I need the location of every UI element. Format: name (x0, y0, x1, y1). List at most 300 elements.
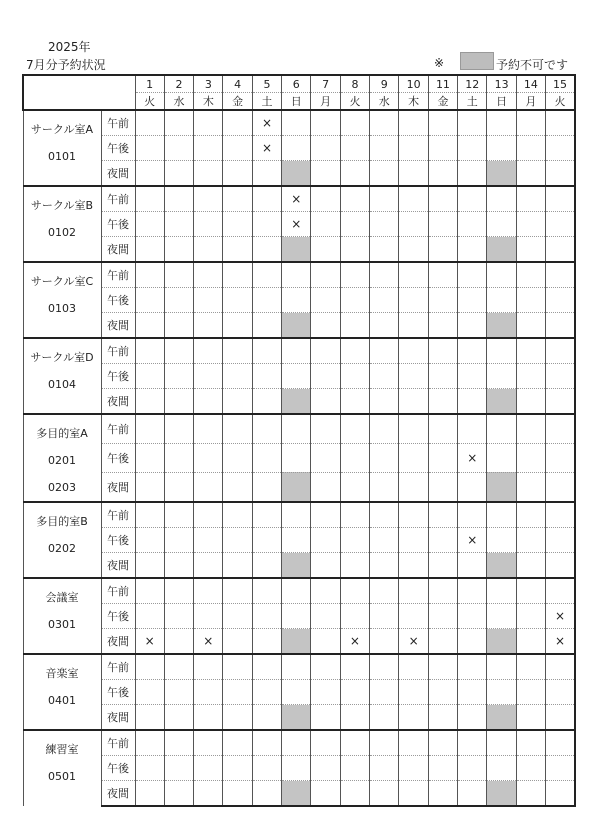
header-corner (23, 75, 135, 110)
slot-cell (340, 186, 369, 212)
slot-cell (516, 364, 545, 389)
slot-cell (311, 444, 340, 473)
day-number: 5 (252, 75, 281, 93)
slot-cell (194, 472, 223, 502)
table-row (23, 472, 575, 502)
booked-cell (458, 444, 487, 473)
slot-label: 午前 (101, 414, 135, 444)
table-row (23, 578, 575, 604)
slot-cell (194, 680, 223, 705)
slot-cell (194, 338, 223, 364)
booked-cell (546, 604, 575, 629)
slot-cell (223, 502, 252, 528)
slot-label: 午前 (101, 578, 135, 604)
table-row (23, 186, 575, 212)
slot-cell (487, 705, 516, 731)
slot-cell (340, 237, 369, 263)
slot-cell (516, 680, 545, 705)
slot-cell (135, 578, 164, 604)
slot-cell (252, 212, 281, 237)
day-number: 2 (164, 75, 193, 93)
slot-cell (399, 338, 428, 364)
slot-cell (428, 705, 457, 731)
table-row (23, 338, 575, 364)
slot-cell (135, 110, 164, 136)
slot-cell (194, 444, 223, 473)
room-cell (23, 262, 101, 338)
slot-cell (370, 186, 399, 212)
room-code: 0102 (48, 226, 76, 239)
slot-cell (164, 730, 193, 756)
slot-cell (516, 604, 545, 629)
room-code: 0104 (48, 378, 76, 391)
slot-cell (282, 629, 311, 655)
slot-cell (311, 654, 340, 680)
slot-cell (516, 136, 545, 161)
slot-cell (340, 338, 369, 364)
slot-cell (252, 756, 281, 781)
room-name: 多目的室B (36, 515, 88, 528)
room-cell (23, 110, 101, 186)
slot-cell (370, 288, 399, 313)
slot-cell (135, 756, 164, 781)
slot-cell (428, 161, 457, 187)
day-number: 15 (546, 75, 575, 93)
table-row (23, 414, 575, 444)
slot-cell (516, 730, 545, 756)
slot-cell (487, 288, 516, 313)
room-name: サークル室A (30, 123, 94, 136)
slot-cell (399, 730, 428, 756)
slot-cell (428, 262, 457, 288)
slot-cell (399, 502, 428, 528)
slot-cell (340, 578, 369, 604)
slot-cell (546, 705, 575, 731)
slot-cell (135, 414, 164, 444)
slot-cell (311, 262, 340, 288)
slot-cell (311, 680, 340, 705)
slot-cell (282, 262, 311, 288)
slot-cell (340, 389, 369, 415)
slot-cell (487, 110, 516, 136)
slot-cell (311, 730, 340, 756)
slot-cell (164, 756, 193, 781)
slot-cell (516, 389, 545, 415)
slot-cell (399, 313, 428, 339)
slot-cell (370, 389, 399, 415)
slot-cell (546, 730, 575, 756)
slot-cell (282, 414, 311, 444)
slot-cell (194, 389, 223, 415)
slot-cell (340, 414, 369, 444)
room-code: 0203 (48, 481, 76, 494)
slot-cell (370, 110, 399, 136)
slot-cell (370, 161, 399, 187)
table-row (23, 161, 575, 187)
booked-mark: × (349, 634, 360, 648)
table-row (23, 502, 575, 528)
day-number: 6 (282, 75, 311, 93)
slot-cell (252, 414, 281, 444)
slot-cell (546, 553, 575, 579)
slot-cell (546, 444, 575, 473)
slot-cell (135, 444, 164, 473)
weekday-label: 金 (428, 93, 457, 111)
slot-cell (428, 212, 457, 237)
slot-cell (458, 110, 487, 136)
booked-cell (194, 629, 223, 655)
slot-cell (487, 781, 516, 807)
table-row (23, 680, 575, 705)
slot-cell (223, 364, 252, 389)
slot-cell (516, 237, 545, 263)
table-row (23, 629, 575, 655)
table-row (23, 553, 575, 579)
room-cell (23, 414, 101, 502)
slot-cell (516, 756, 545, 781)
slot-cell (487, 553, 516, 579)
slot-cell (340, 444, 369, 473)
slot-cell (311, 237, 340, 263)
slot-cell (399, 136, 428, 161)
slot-cell (487, 212, 516, 237)
slot-cell (223, 338, 252, 364)
slot-label: 午前 (101, 186, 135, 212)
slot-cell (458, 136, 487, 161)
slot-cell (194, 161, 223, 187)
slot-cell (516, 528, 545, 553)
slot-cell (370, 237, 399, 263)
slot-cell (223, 680, 252, 705)
slot-cell (252, 237, 281, 263)
slot-cell (370, 472, 399, 502)
slot-cell (399, 604, 428, 629)
day-number: 9 (370, 75, 399, 93)
slot-cell (164, 110, 193, 136)
room-cell (23, 502, 101, 578)
slot-cell (194, 110, 223, 136)
slot-cell (194, 578, 223, 604)
slot-cell (370, 414, 399, 444)
slot-cell (135, 212, 164, 237)
slot-cell (458, 604, 487, 629)
slot-cell (135, 604, 164, 629)
slot-cell (135, 528, 164, 553)
weekday-label: 土 (252, 93, 281, 111)
slot-cell (135, 136, 164, 161)
booked-cell (546, 629, 575, 655)
slot-cell (516, 186, 545, 212)
slot-cell (487, 578, 516, 604)
slot-cell (164, 338, 193, 364)
room-code: 0401 (48, 694, 76, 707)
slot-cell (458, 389, 487, 415)
day-number: 14 (516, 75, 545, 93)
slot-cell (458, 705, 487, 731)
slot-cell (223, 756, 252, 781)
slot-cell (487, 262, 516, 288)
slot-cell (340, 730, 369, 756)
slot-cell (487, 414, 516, 444)
slot-cell (516, 502, 545, 528)
slot-cell (135, 680, 164, 705)
slot-cell (164, 578, 193, 604)
slot-cell (164, 288, 193, 313)
slot-cell (311, 553, 340, 579)
day-number: 12 (458, 75, 487, 93)
slot-cell (546, 110, 575, 136)
note-mark: ※ (434, 56, 445, 70)
slot-cell (399, 781, 428, 807)
slot-cell (311, 604, 340, 629)
slot-cell (340, 472, 369, 502)
weekday-label: 水 (370, 93, 399, 111)
slot-cell (164, 654, 193, 680)
slot-cell (135, 313, 164, 339)
slot-cell (164, 629, 193, 655)
slot-cell (194, 756, 223, 781)
booked-mark: × (261, 116, 272, 130)
slot-cell (428, 472, 457, 502)
slot-cell (399, 389, 428, 415)
slot-label: 午前 (101, 262, 135, 288)
slot-cell (458, 680, 487, 705)
slot-cell (223, 654, 252, 680)
slot-cell (458, 262, 487, 288)
slot-cell (311, 186, 340, 212)
slot-cell (135, 553, 164, 579)
table-row (23, 604, 575, 629)
slot-cell (458, 730, 487, 756)
slot-cell (370, 212, 399, 237)
unavailable-swatch (460, 52, 494, 70)
slot-cell (370, 629, 399, 655)
booked-mark: × (555, 634, 566, 648)
slot-cell (164, 414, 193, 444)
slot-cell (311, 110, 340, 136)
slot-cell (428, 110, 457, 136)
slot-cell (546, 680, 575, 705)
slot-cell (252, 161, 281, 187)
weekday-label: 木 (399, 93, 428, 111)
slot-cell (370, 338, 399, 364)
slot-cell (399, 578, 428, 604)
slot-cell (428, 237, 457, 263)
slot-cell (340, 136, 369, 161)
slot-cell (487, 604, 516, 629)
slot-cell (252, 472, 281, 502)
slot-cell (311, 528, 340, 553)
slot-cell (399, 288, 428, 313)
slot-cell (487, 502, 516, 528)
slot-cell (164, 705, 193, 731)
slot-cell (370, 313, 399, 339)
slot-label: 夜間 (101, 313, 135, 339)
slot-cell (399, 186, 428, 212)
slot-cell (282, 654, 311, 680)
slot-cell (546, 161, 575, 187)
slot-cell (164, 502, 193, 528)
slot-cell (370, 262, 399, 288)
slot-cell (487, 364, 516, 389)
slot-label: 夜間 (101, 629, 135, 655)
slot-cell (428, 288, 457, 313)
slot-cell (223, 161, 252, 187)
slot-cell (282, 781, 311, 807)
slot-cell (223, 414, 252, 444)
slot-cell (252, 730, 281, 756)
slot-cell (164, 161, 193, 187)
day-number: 4 (223, 75, 252, 93)
slot-cell (194, 705, 223, 731)
table-row (23, 730, 575, 756)
slot-cell (399, 364, 428, 389)
room-name: サークル室D (30, 351, 94, 364)
slot-cell (223, 705, 252, 731)
slot-cell (311, 781, 340, 807)
slot-cell (487, 136, 516, 161)
slot-cell (194, 604, 223, 629)
slot-cell (428, 364, 457, 389)
slot-cell (282, 472, 311, 502)
day-number: 7 (311, 75, 340, 93)
slot-cell (282, 338, 311, 364)
slot-cell (516, 629, 545, 655)
slot-cell (282, 528, 311, 553)
slot-cell (164, 389, 193, 415)
slot-cell (311, 578, 340, 604)
slot-cell (428, 389, 457, 415)
slot-cell (223, 389, 252, 415)
slot-cell (282, 553, 311, 579)
slot-cell (252, 444, 281, 473)
slot-cell (223, 528, 252, 553)
slot-cell (458, 781, 487, 807)
table-row (23, 110, 575, 136)
slot-cell (428, 414, 457, 444)
weekday-label: 金 (223, 93, 252, 111)
slot-cell (428, 186, 457, 212)
slot-cell (340, 781, 369, 807)
slot-cell (252, 578, 281, 604)
slot-cell (487, 313, 516, 339)
slot-cell (164, 136, 193, 161)
booked-mark: × (261, 141, 272, 155)
slot-cell (487, 237, 516, 263)
booked-cell (252, 136, 281, 161)
slot-cell (428, 553, 457, 579)
slot-cell (546, 186, 575, 212)
slot-label: 午後 (101, 528, 135, 553)
slot-cell (458, 364, 487, 389)
slot-cell (282, 313, 311, 339)
room-code: 0201 (48, 454, 76, 467)
slot-cell (311, 472, 340, 502)
slot-cell (282, 604, 311, 629)
slot-cell (487, 389, 516, 415)
slot-cell (311, 414, 340, 444)
slot-label: 午後 (101, 212, 135, 237)
slot-cell (458, 578, 487, 604)
slot-cell (516, 313, 545, 339)
booked-mark: × (144, 634, 155, 648)
table-row (23, 136, 575, 161)
room-code: 0501 (48, 770, 76, 783)
slot-cell (458, 629, 487, 655)
slot-cell (399, 414, 428, 444)
slot-cell (282, 136, 311, 161)
slot-cell (399, 756, 428, 781)
slot-label: 午後 (101, 136, 135, 161)
slot-cell (516, 414, 545, 444)
weekday-label: 日 (487, 93, 516, 111)
slot-cell (311, 364, 340, 389)
slot-cell (135, 237, 164, 263)
slot-cell (194, 781, 223, 807)
slot-label: 午前 (101, 338, 135, 364)
booked-cell (252, 110, 281, 136)
slot-cell (370, 528, 399, 553)
weekday-label: 火 (546, 93, 575, 111)
slot-cell (370, 444, 399, 473)
weekday-label: 月 (516, 93, 545, 111)
day-number: 11 (428, 75, 457, 93)
slot-cell (164, 237, 193, 263)
slot-cell (516, 444, 545, 473)
slot-cell (487, 756, 516, 781)
slot-cell (194, 730, 223, 756)
slot-cell (428, 578, 457, 604)
slot-cell (516, 288, 545, 313)
slot-cell (546, 781, 575, 807)
slot-cell (252, 313, 281, 339)
slot-cell (399, 680, 428, 705)
slot-cell (223, 444, 252, 473)
slot-cell (516, 110, 545, 136)
slot-cell (135, 654, 164, 680)
slot-cell (194, 502, 223, 528)
slot-cell (311, 502, 340, 528)
booked-mark: × (467, 533, 478, 547)
slot-cell (487, 730, 516, 756)
slot-cell (340, 502, 369, 528)
slot-cell (370, 680, 399, 705)
slot-cell (458, 161, 487, 187)
slot-cell (340, 528, 369, 553)
slot-cell (311, 136, 340, 161)
slot-cell (487, 654, 516, 680)
slot-cell (487, 528, 516, 553)
slot-cell (135, 338, 164, 364)
slot-cell (546, 262, 575, 288)
slot-label: 午前 (101, 730, 135, 756)
weekday-label: 日 (282, 93, 311, 111)
slot-cell (164, 262, 193, 288)
slot-cell (546, 313, 575, 339)
slot-cell (223, 629, 252, 655)
slot-cell (516, 212, 545, 237)
slot-cell (458, 313, 487, 339)
slot-cell (135, 730, 164, 756)
slot-label: 午前 (101, 502, 135, 528)
slot-cell (399, 553, 428, 579)
room-name: 練習室 (45, 743, 79, 756)
slot-cell (399, 212, 428, 237)
slot-cell (428, 338, 457, 364)
slot-cell (458, 288, 487, 313)
day-number: 3 (194, 75, 223, 93)
slot-cell (164, 186, 193, 212)
